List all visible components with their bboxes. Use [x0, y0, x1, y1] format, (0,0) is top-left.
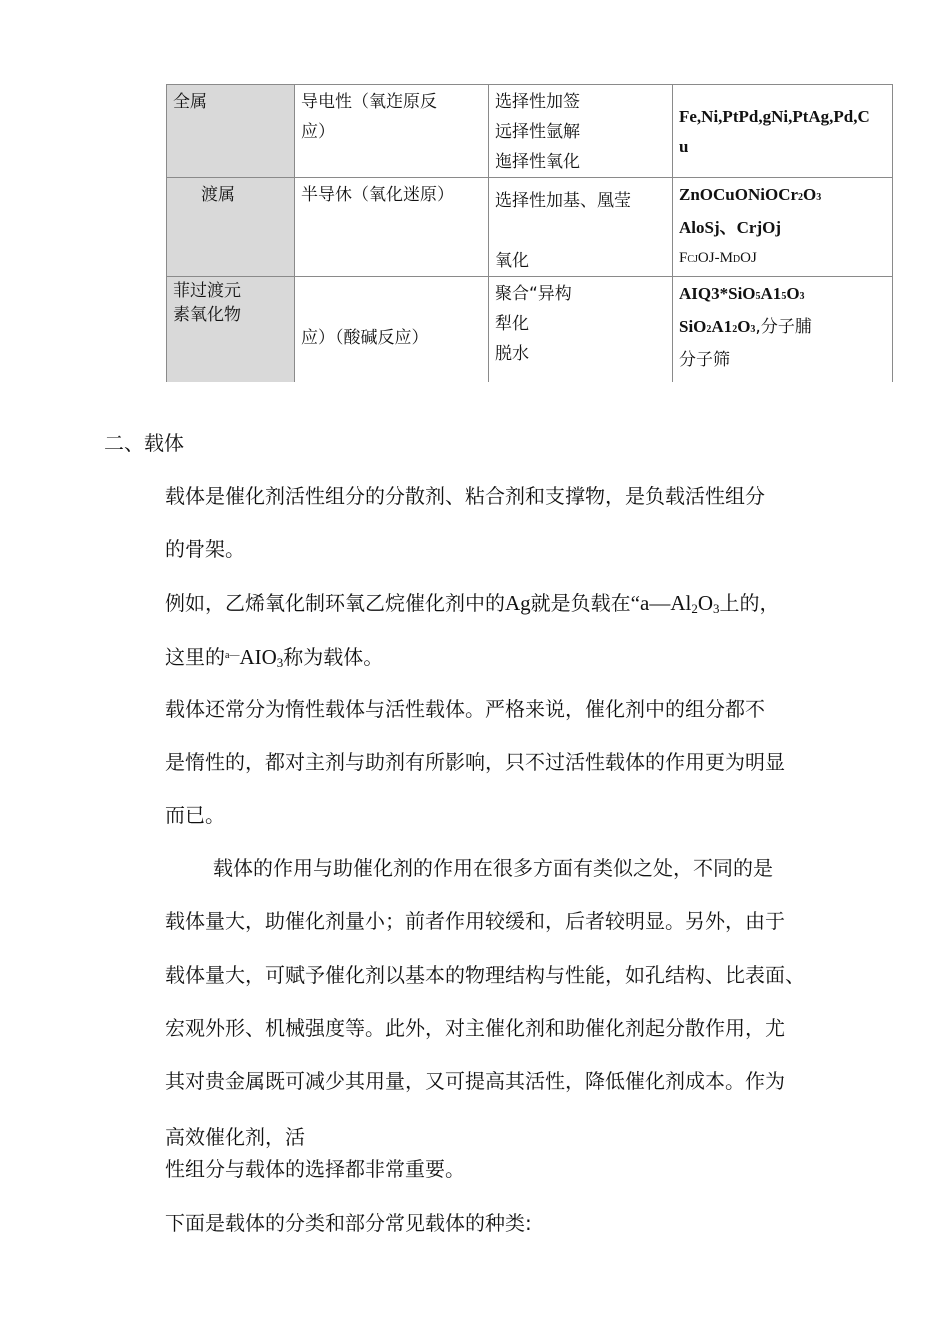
table-cell: 导电性（氧迮原反 应）	[295, 85, 489, 178]
paragraph-line: 下面是载体的分类和部分常见载体的种类:	[165, 1211, 532, 1235]
paragraph-line: 宏观外形、机械强度等。此外，对主催化剂和助催化剂起分散作用，尤	[165, 1016, 785, 1040]
paragraph-line: 其对贵金属既可减少其用量，又可提高其活性，降低催化剂成本。作为	[165, 1069, 785, 1093]
formula-line: AloSj、CrjOj	[679, 218, 781, 237]
paragraph-line: 这里的$^{a—}AIO_3$称为载体。	[165, 645, 384, 670]
section-heading: 二、载体	[104, 431, 184, 455]
table-row	[167, 85, 893, 178]
table-cell: 全属	[167, 85, 295, 178]
paragraph-line: 而已。	[165, 803, 225, 827]
table-row	[167, 277, 893, 383]
table-cell	[673, 178, 893, 277]
table-cell: 半导休（氧化迷原）	[295, 178, 489, 277]
table-cell: 菲过渡元 素氧化物	[167, 277, 295, 383]
paragraph-line: 载体是催化剂活性组分的分散剂、粘合剂和支撑物，是负载活性组分	[165, 484, 765, 508]
paragraph-line: 载体量大，助催化剂量小；前者作用较缓和，后者较明显。另外，由于	[165, 909, 785, 933]
paragraph-line: 性组分与载体的选择都非常重要。	[165, 1157, 465, 1181]
paragraph-line: 高效催化剂，活	[165, 1125, 305, 1149]
catalyst-table	[166, 84, 893, 382]
table-cell: 选择性加签 远择性氩解 迤择性氧化	[489, 85, 673, 178]
table-cell: 聚合“异构 犁化 脱水	[489, 277, 673, 383]
paragraph-line: 载体的作用与助催化剂的作用在很多方面有类似之处，不同的是	[213, 856, 773, 880]
table-cell: AIQ3*SiO5A15O3 SiO2A12O3,分子脯 分子筛	[673, 277, 893, 383]
table-cell: 选择性加基、凰莹 氧化	[489, 178, 673, 277]
table-cell: 应）（酸碱反应）	[295, 277, 489, 383]
formula-line: AIQ3*SiO5A15O3	[679, 284, 805, 303]
table-row	[167, 178, 893, 277]
paragraph-line: 载体量大，可赋予催化剂以基本的物理结构与性能，如孔结构、比表面、	[165, 963, 805, 987]
paragraph-line: 载体还常分为惰性载体与活性载体。严格来说，催化剂中的组分都不	[165, 697, 765, 721]
formula-line: ZnOCuONiOCr2O3	[679, 185, 822, 204]
table-cell: 渡属	[167, 178, 295, 277]
paragraph-line: 例如，乙烯氧化制环氧乙烷催化剂中的Ag就是负载在“$a—Al_2O_3$上的，	[165, 591, 780, 616]
paragraph-line: 是惰性的，都对主剂与助剂有所影响，只不过活性载体的作用更为明显	[165, 750, 785, 774]
formula-line: FCJOJ-MDOJ	[679, 250, 757, 266]
paragraph-line: 的骨架。	[165, 537, 245, 561]
formula-line: SiO2A12O3,分子脯	[679, 317, 812, 337]
table-cell: Fe,Ni,PtPd,gNi,PtAg,Pd,C u	[673, 85, 893, 178]
